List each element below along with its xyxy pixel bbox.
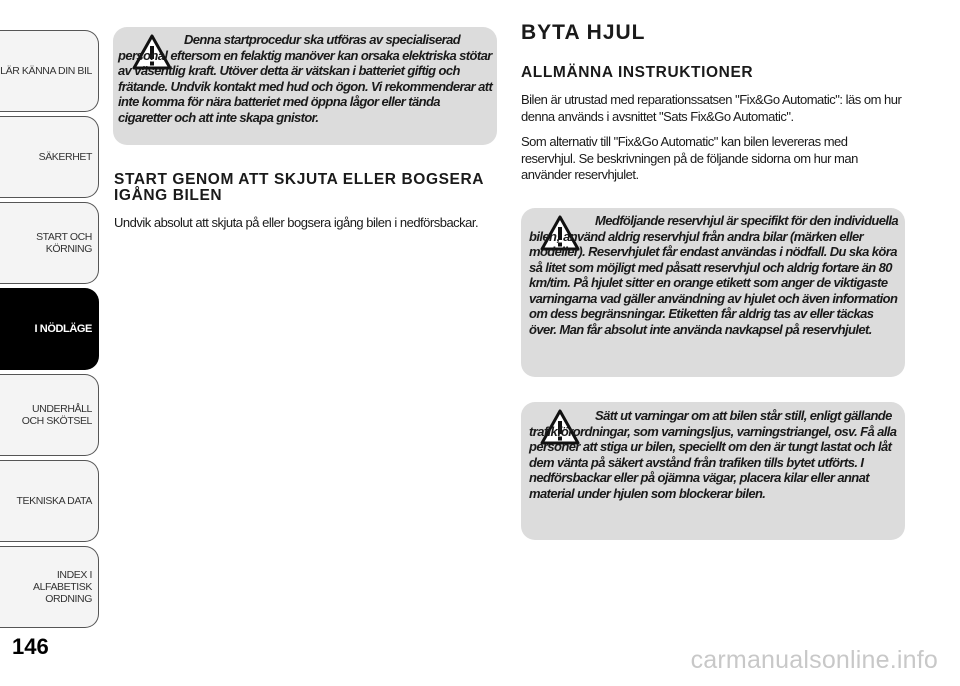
warning-box-reservhjul <box>521 208 905 377</box>
warning-text-varningar: Sätt ut varningar om att bilen står still, enligt gällande trafikförordningar, som varningsljus, varningstriangel, osv. Få alla personer att stiga ur bilen, speciellt om den är tungt lastat och låt dem vänta på säkert avstånd från trafiken tills bytet utförts. I nedförsbackar eller på ojämna vägar, placera kilar eller annat material under hjulen som blockerar bilen. <box>529 408 897 501</box>
tab-sakerhet[interactable]: SÄKERHET <box>0 116 99 198</box>
heading-start-skjuta: START GENOM ATT SKJUTA ELLER BOGSERA IGÅNG BILEN <box>114 171 484 204</box>
warning-text-reservhjul: Medföljande reservhjul är specifikt för den individuella bilen; använd aldrig reservhjul från andra bilar (märken eller modeller). Reservhjulet får endast användas i nödfall. Du ska köra så litet som möjligt med påsatt reservhjul och aldrig fortare än 80 km/tim. På hjulet sitter en orange etikett som anger de viktigaste varningarna vad gäller användning av hjulet och även information om dess begränsningar. Etiketten får aldrig tas av eller täckas över. Man får absolut inte använda navkapsel på reservhjulet. <box>529 213 899 337</box>
page-number: 146 <box>12 634 49 659</box>
body-start-skjuta: Undvik absolut att skjuta på eller bogsera igång bilen i nedförsbackar. <box>114 215 479 230</box>
section-heading: ALLMÄNNA INSTRUKTIONER <box>521 64 754 81</box>
tab-i-nodlage[interactable]: I NÖDLÄGE <box>0 288 99 370</box>
warning-text-battery: Denna startprocedur ska utföras av specialiserad personal eftersom en felaktig manöver kan orsaka elektriska stötar av väsentlig kraft. Utöver detta är vätskan i batteriet giftig och frätande. Undvik kontakt med hud och ögon. Vi rekommenderar att inte komma för nära batteriet med öppna lågor eller tända cigaretter och att inte skapa gnistor. <box>118 32 493 125</box>
tab-tekniska-data[interactable]: TEKNISKA DATA <box>0 460 99 542</box>
warning-box-battery <box>113 27 497 145</box>
tab-start-och-korning[interactable]: START OCH KÖRNING <box>0 202 99 284</box>
tab-lar-kanna-din-bil[interactable]: LÄR KÄNNA DIN BIL <box>0 30 99 112</box>
tab-underhall-och-skotsel[interactable]: UNDERHÅLL OCH SKÖTSEL <box>0 374 99 456</box>
warning-box-varningar <box>521 402 905 540</box>
tab-index-i-alfabetisk-ordning[interactable]: INDEX I ALFABETISK ORDNING <box>0 546 99 628</box>
paragraph-2: Som alternativ till "Fix&Go Automatic" kan bilen levereras med reservhjul. Se beskrivningen på de följande sidorna om hur man använder reservhjulet. <box>521 134 858 182</box>
page-title: BYTA HJUL <box>521 21 646 44</box>
watermark: carmanualsonline.info <box>690 646 938 674</box>
paragraph-1: Bilen är utrustad med reparationssatsen "Fix&Go Automatic": läs om hur denna används i avsnittet "Sats Fix&Go Automatic". <box>521 92 902 124</box>
